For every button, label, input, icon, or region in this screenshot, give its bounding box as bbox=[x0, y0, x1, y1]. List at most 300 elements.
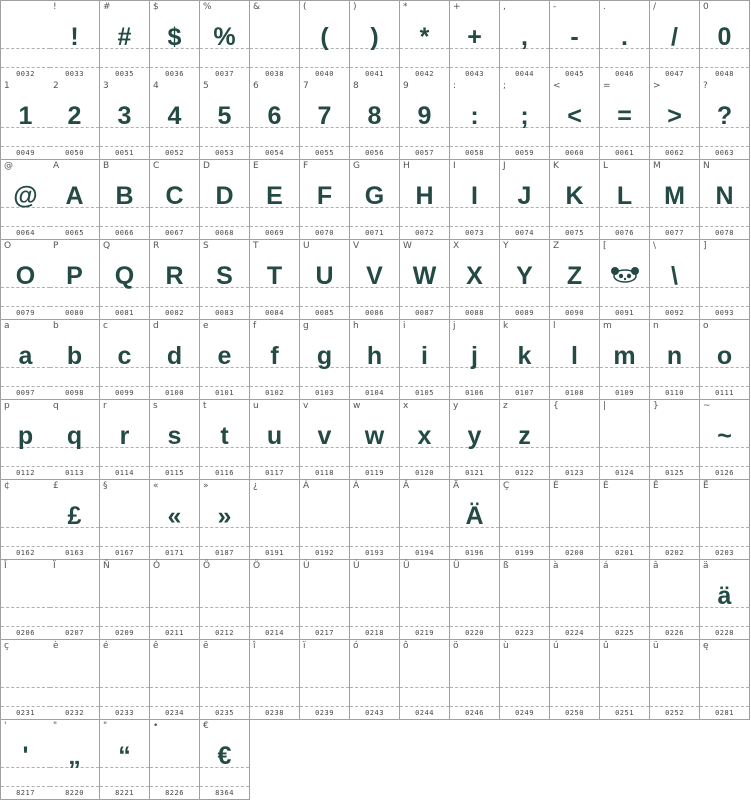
codepoint-label: 0105 bbox=[415, 389, 434, 397]
descender-guide bbox=[100, 146, 149, 147]
descender-guide bbox=[400, 626, 449, 627]
descender-guide bbox=[250, 386, 299, 387]
codepoint-label: 0202 bbox=[665, 549, 684, 557]
glyph-sample bbox=[550, 416, 599, 456]
glyph-sample: L bbox=[616, 182, 633, 210]
descender-guide bbox=[600, 466, 649, 467]
descender-guide bbox=[550, 466, 599, 467]
descender-guide bbox=[250, 146, 299, 147]
glyph-cell bbox=[350, 320, 400, 400]
character-label: c bbox=[103, 321, 108, 331]
codepoint-label: 0054 bbox=[265, 149, 284, 157]
codepoint-label: 0118 bbox=[315, 469, 334, 477]
glyph-sample: A bbox=[65, 182, 84, 210]
glyph-cell bbox=[300, 400, 350, 480]
descender-guide bbox=[50, 626, 99, 627]
codepoint-label: 0249 bbox=[515, 709, 534, 717]
codepoint-label: 0061 bbox=[615, 149, 634, 157]
glyph-cell bbox=[300, 320, 350, 400]
codepoint-label: 0251 bbox=[615, 709, 634, 717]
descender-guide bbox=[550, 546, 599, 547]
glyph-sample bbox=[500, 496, 549, 536]
codepoint-label: 0162 bbox=[16, 549, 35, 557]
glyph-cell bbox=[100, 480, 150, 560]
character-label: ; bbox=[503, 81, 507, 91]
descender-guide bbox=[250, 706, 299, 707]
glyph-sample bbox=[300, 656, 349, 696]
glyph-cell bbox=[450, 80, 500, 160]
descender-guide bbox=[650, 706, 699, 707]
glyph-cell bbox=[300, 640, 350, 720]
glyph-cell bbox=[50, 400, 100, 480]
descender-guide bbox=[600, 546, 649, 547]
glyph-cell bbox=[0, 560, 51, 640]
glyph-cell bbox=[0, 240, 51, 320]
descender-guide bbox=[200, 67, 249, 68]
glyph-sample: “ bbox=[118, 742, 131, 770]
glyph-sample: ä bbox=[717, 582, 732, 610]
descender-guide bbox=[550, 706, 599, 707]
glyph-sample bbox=[450, 576, 499, 616]
glyph-cell bbox=[550, 0, 600, 81]
codepoint-label: 0062 bbox=[665, 149, 684, 157]
glyph-cell bbox=[0, 160, 51, 240]
glyph-cell bbox=[50, 480, 100, 560]
codepoint-label: 0050 bbox=[65, 149, 84, 157]
glyph-sample bbox=[100, 576, 149, 616]
glyph-sample: 1 bbox=[18, 102, 33, 130]
glyph-cell bbox=[0, 640, 51, 720]
glyph-cell bbox=[500, 80, 550, 160]
descender-guide bbox=[150, 146, 199, 147]
codepoint-label: 0163 bbox=[65, 549, 84, 557]
character-label: f bbox=[253, 321, 257, 331]
glyph-cell bbox=[450, 240, 500, 320]
character-label: á bbox=[603, 561, 609, 571]
glyph-cell bbox=[100, 560, 150, 640]
character-label: u bbox=[253, 401, 259, 411]
glyph-sample bbox=[400, 496, 449, 536]
glyph-sample bbox=[600, 656, 649, 696]
character-label: E bbox=[253, 161, 259, 171]
glyph-cell bbox=[600, 80, 650, 160]
descender-guide bbox=[200, 546, 249, 547]
codepoint-label: 0081 bbox=[115, 309, 134, 317]
descender-guide bbox=[250, 306, 299, 307]
character-label: B bbox=[103, 161, 110, 171]
glyph-cell bbox=[500, 480, 550, 560]
codepoint-label: 0199 bbox=[515, 549, 534, 557]
descender-guide bbox=[300, 67, 349, 68]
character-label: € bbox=[203, 721, 209, 731]
descender-guide bbox=[150, 226, 199, 227]
codepoint-label: 0082 bbox=[165, 309, 184, 317]
glyph-sample: z bbox=[518, 422, 531, 450]
glyph-cell bbox=[700, 80, 750, 160]
glyph-sample: K bbox=[565, 182, 584, 210]
codepoint-label: 0086 bbox=[365, 309, 384, 317]
descender-guide bbox=[650, 466, 699, 467]
character-label: ¢ bbox=[4, 481, 10, 491]
codepoint-label: 0116 bbox=[215, 469, 234, 477]
descender-guide bbox=[150, 306, 199, 307]
glyph-cell bbox=[250, 400, 300, 480]
glyph-sample: . bbox=[621, 23, 628, 51]
glyph-sample: - bbox=[570, 23, 579, 51]
character-label: Ü bbox=[453, 561, 460, 571]
glyph-sample: G bbox=[364, 182, 385, 210]
glyph-sample bbox=[700, 656, 749, 696]
glyph-cell bbox=[500, 0, 550, 81]
codepoint-label: 0192 bbox=[315, 549, 334, 557]
descender-guide bbox=[500, 466, 549, 467]
glyph-cell bbox=[450, 160, 500, 240]
character-label: n bbox=[653, 321, 659, 331]
glyph-sample: N bbox=[715, 182, 734, 210]
descender-guide bbox=[100, 67, 149, 68]
glyph-sample: i bbox=[421, 342, 428, 370]
descender-guide bbox=[300, 466, 349, 467]
descender-guide bbox=[50, 306, 99, 307]
character-label: ß bbox=[503, 561, 509, 571]
character-label: À bbox=[303, 481, 310, 491]
glyph-cell bbox=[200, 80, 250, 160]
glyph-sample: J bbox=[517, 182, 532, 210]
glyph-sample: ? bbox=[716, 102, 733, 130]
codepoint-label: 0033 bbox=[65, 70, 84, 78]
glyph-sample bbox=[650, 496, 699, 536]
codepoint-label: 0111 bbox=[715, 389, 734, 397]
character-label: / bbox=[653, 2, 657, 12]
glyph-sample: M bbox=[664, 182, 685, 210]
character-label: L bbox=[603, 161, 609, 171]
glyph-cell bbox=[200, 480, 250, 560]
glyph-cell bbox=[700, 640, 750, 720]
codepoint-label: 0219 bbox=[415, 629, 434, 637]
descender-guide bbox=[50, 226, 99, 227]
character-label: + bbox=[453, 2, 461, 12]
character-label: < bbox=[553, 81, 561, 91]
glyph-sample: j bbox=[471, 342, 478, 370]
descender-guide bbox=[350, 306, 399, 307]
character-label: @ bbox=[4, 161, 13, 171]
codepoint-label: 0201 bbox=[615, 549, 634, 557]
descender-guide bbox=[100, 706, 149, 707]
glyph-cell bbox=[200, 320, 250, 400]
descender-guide bbox=[50, 466, 99, 467]
character-label: ï bbox=[303, 641, 306, 651]
character-label: Ù bbox=[303, 561, 310, 571]
codepoint-label: 0226 bbox=[665, 629, 684, 637]
descender-guide bbox=[300, 226, 349, 227]
character-label: G bbox=[353, 161, 360, 171]
descender-guide bbox=[600, 626, 649, 627]
descender-guide bbox=[150, 67, 199, 68]
codepoint-label: 0107 bbox=[515, 389, 534, 397]
character-label: è bbox=[53, 641, 59, 651]
character-label: Î bbox=[4, 561, 7, 571]
character-label: 9 bbox=[403, 81, 409, 91]
character-label: v bbox=[303, 401, 309, 411]
descender-guide bbox=[600, 226, 649, 227]
codepoint-label: 0231 bbox=[16, 709, 35, 717]
character-label: ¿ bbox=[253, 481, 258, 491]
glyph-sample bbox=[1, 17, 50, 57]
glyph-cell bbox=[250, 560, 300, 640]
glyph-cell bbox=[350, 560, 400, 640]
descender-guide bbox=[400, 306, 449, 307]
character-label: J bbox=[503, 161, 506, 171]
glyph-sample bbox=[100, 496, 149, 536]
descender-guide bbox=[500, 706, 549, 707]
codepoint-label: 0073 bbox=[465, 229, 484, 237]
glyph-cell bbox=[700, 240, 750, 320]
character-label: D bbox=[203, 161, 210, 171]
glyph-cell bbox=[650, 560, 700, 640]
descender-guide bbox=[400, 706, 449, 707]
glyph-sample: % bbox=[213, 23, 236, 51]
descender-guide bbox=[50, 146, 99, 147]
glyph-cell bbox=[700, 400, 750, 480]
descender-guide bbox=[550, 226, 599, 227]
glyph-cell bbox=[100, 720, 150, 800]
glyph-cell bbox=[100, 400, 150, 480]
character-label: ? bbox=[703, 81, 708, 91]
glyph-cell bbox=[300, 0, 350, 81]
character-label: P bbox=[53, 241, 59, 251]
character-label: § bbox=[103, 481, 108, 491]
glyph-sample bbox=[500, 576, 549, 616]
glyph-sample: 9 bbox=[417, 102, 432, 130]
descender-guide bbox=[400, 546, 449, 547]
glyph-cell bbox=[400, 480, 450, 560]
character-label: 7 bbox=[303, 81, 309, 91]
character-label: U bbox=[303, 241, 310, 251]
descender-guide bbox=[500, 386, 549, 387]
codepoint-label: 0058 bbox=[465, 149, 484, 157]
codepoint-label: 0209 bbox=[115, 629, 134, 637]
descender-guide bbox=[350, 546, 399, 547]
glyph-cell bbox=[700, 480, 750, 560]
descender-guide bbox=[150, 786, 199, 787]
character-label: t bbox=[203, 401, 207, 411]
character-label: ä bbox=[703, 561, 709, 571]
character-label: g bbox=[303, 321, 309, 331]
codepoint-label: 0093 bbox=[715, 309, 734, 317]
descender-guide bbox=[50, 706, 99, 707]
codepoint-label: 0060 bbox=[565, 149, 584, 157]
glyph-cell bbox=[500, 560, 550, 640]
glyph-sample: F bbox=[316, 182, 333, 210]
codepoint-label: 0252 bbox=[665, 709, 684, 717]
codepoint-label: 0069 bbox=[265, 229, 284, 237]
codepoint-label: 0102 bbox=[265, 389, 284, 397]
codepoint-label: 8220 bbox=[65, 789, 84, 797]
codepoint-label: 0076 bbox=[615, 229, 634, 237]
codepoint-label: 0066 bbox=[115, 229, 134, 237]
glyph-sample bbox=[700, 256, 749, 296]
codepoint-label: 0200 bbox=[565, 549, 584, 557]
codepoint-label: 8217 bbox=[16, 789, 35, 797]
codepoint-label: 0232 bbox=[65, 709, 84, 717]
descender-guide bbox=[600, 706, 649, 707]
codepoint-label: 0040 bbox=[315, 70, 334, 78]
descender-guide bbox=[350, 466, 399, 467]
character-label: , bbox=[503, 2, 506, 12]
codepoint-label: 0090 bbox=[565, 309, 584, 317]
character-label: h bbox=[353, 321, 359, 331]
character-label: Ê bbox=[653, 481, 659, 491]
glyph-cell bbox=[0, 720, 51, 800]
glyph-cell bbox=[100, 160, 150, 240]
glyph-cell bbox=[400, 0, 450, 81]
character-label: N bbox=[703, 161, 710, 171]
glyph-cell bbox=[0, 80, 51, 160]
character-label: ë bbox=[203, 641, 209, 651]
glyph-cell bbox=[0, 400, 51, 480]
descender-guide bbox=[250, 546, 299, 547]
glyph-cell bbox=[550, 80, 600, 160]
codepoint-label: 0065 bbox=[65, 229, 84, 237]
glyph-sample bbox=[350, 496, 399, 536]
descender-guide bbox=[500, 546, 549, 547]
character-label: M bbox=[653, 161, 661, 171]
character-label: & bbox=[253, 2, 261, 12]
codepoint-label: 0032 bbox=[16, 70, 35, 78]
codepoint-label: 0218 bbox=[365, 629, 384, 637]
character-label: ! bbox=[53, 2, 57, 12]
codepoint-label: 0207 bbox=[65, 629, 84, 637]
codepoint-label: 0056 bbox=[365, 149, 384, 157]
descender-guide bbox=[650, 626, 699, 627]
codepoint-label: 0088 bbox=[465, 309, 484, 317]
character-label: K bbox=[553, 161, 559, 171]
glyph-cell bbox=[200, 240, 250, 320]
glyph-sample: / bbox=[671, 23, 678, 51]
glyph-cell bbox=[300, 240, 350, 320]
descender-guide bbox=[150, 706, 199, 707]
glyph-sample: = bbox=[617, 102, 632, 130]
codepoint-label: 0238 bbox=[265, 709, 284, 717]
codepoint-label: 0063 bbox=[715, 149, 734, 157]
codepoint-label: 0212 bbox=[215, 629, 234, 637]
codepoint-label: 0072 bbox=[415, 229, 434, 237]
codepoint-label: 0217 bbox=[315, 629, 334, 637]
glyph-cell bbox=[550, 640, 600, 720]
codepoint-label: 0124 bbox=[615, 469, 634, 477]
descender-guide bbox=[400, 386, 449, 387]
character-label: A bbox=[53, 161, 60, 171]
character-label: é bbox=[103, 641, 109, 651]
codepoint-label: 0122 bbox=[515, 469, 534, 477]
glyph-sample: ; bbox=[520, 102, 529, 130]
descender-guide bbox=[1, 386, 50, 387]
glyph-cell bbox=[100, 80, 150, 160]
glyph-sample: R bbox=[165, 262, 184, 290]
character-label: j bbox=[453, 321, 456, 331]
glyph-sample bbox=[300, 496, 349, 536]
character-label: b bbox=[53, 321, 59, 331]
glyph-sample: ! bbox=[70, 23, 79, 51]
glyph-cell bbox=[450, 480, 500, 560]
glyph-cell bbox=[100, 320, 150, 400]
glyph-cell bbox=[500, 240, 550, 320]
descender-guide bbox=[650, 226, 699, 227]
glyph-cell bbox=[600, 560, 650, 640]
character-label: } bbox=[653, 401, 659, 411]
glyph-sample: ( bbox=[320, 23, 329, 51]
codepoint-label: 0101 bbox=[215, 389, 234, 397]
codepoint-label: 0194 bbox=[415, 549, 434, 557]
descender-guide bbox=[100, 306, 149, 307]
glyph-cell bbox=[0, 320, 51, 400]
character-label: z bbox=[503, 401, 508, 411]
codepoint-label: 0083 bbox=[215, 309, 234, 317]
glyph-sample bbox=[250, 656, 299, 696]
character-label: Á bbox=[353, 481, 360, 491]
codepoint-label: 0187 bbox=[215, 549, 234, 557]
character-label: £ bbox=[53, 481, 59, 491]
glyph-cell bbox=[700, 320, 750, 400]
descender-guide bbox=[100, 386, 149, 387]
glyph-sample: $ bbox=[167, 23, 182, 51]
glyph-sample bbox=[650, 416, 699, 456]
codepoint-label: 0059 bbox=[515, 149, 534, 157]
character-label: W bbox=[403, 241, 412, 251]
descender-guide bbox=[700, 306, 749, 307]
glyph-sample bbox=[300, 576, 349, 616]
character-label: T bbox=[253, 241, 259, 251]
codepoint-label: 0103 bbox=[315, 389, 334, 397]
glyph-cell bbox=[350, 0, 400, 81]
glyph-cell bbox=[50, 560, 100, 640]
glyph-sample: g bbox=[316, 342, 333, 370]
glyph-sample: H bbox=[415, 182, 434, 210]
character-label: $ bbox=[153, 2, 159, 12]
glyph-sample: l bbox=[571, 342, 578, 370]
descender-guide bbox=[450, 386, 499, 387]
glyph-sample: c bbox=[117, 342, 132, 370]
glyph-cell bbox=[350, 480, 400, 560]
glyph-sample: B bbox=[115, 182, 134, 210]
codepoint-label: 0051 bbox=[115, 149, 134, 157]
descender-guide bbox=[600, 306, 649, 307]
glyph-sample: n bbox=[666, 342, 683, 370]
glyph-cell bbox=[350, 80, 400, 160]
character-label: { bbox=[553, 401, 559, 411]
descender-guide bbox=[300, 706, 349, 707]
glyph-sample: 6 bbox=[267, 102, 282, 130]
character-label: q bbox=[53, 401, 59, 411]
character-label: Û bbox=[403, 561, 410, 571]
descender-guide bbox=[250, 466, 299, 467]
descender-guide bbox=[300, 146, 349, 147]
glyph-sample: s bbox=[167, 422, 182, 450]
glyph-cell bbox=[700, 0, 750, 81]
descender-guide bbox=[200, 386, 249, 387]
codepoint-label: 0085 bbox=[315, 309, 334, 317]
character-label bbox=[4, 2, 7, 13]
glyph-cell bbox=[250, 160, 300, 240]
codepoint-label: 0196 bbox=[465, 549, 484, 557]
codepoint-label: 0243 bbox=[365, 709, 384, 717]
character-label: w bbox=[353, 401, 361, 411]
glyph-sample bbox=[350, 576, 399, 616]
glyph-cell bbox=[600, 640, 650, 720]
glyph-sample bbox=[500, 656, 549, 696]
character-label: H bbox=[403, 161, 410, 171]
character-label: " bbox=[53, 721, 58, 731]
